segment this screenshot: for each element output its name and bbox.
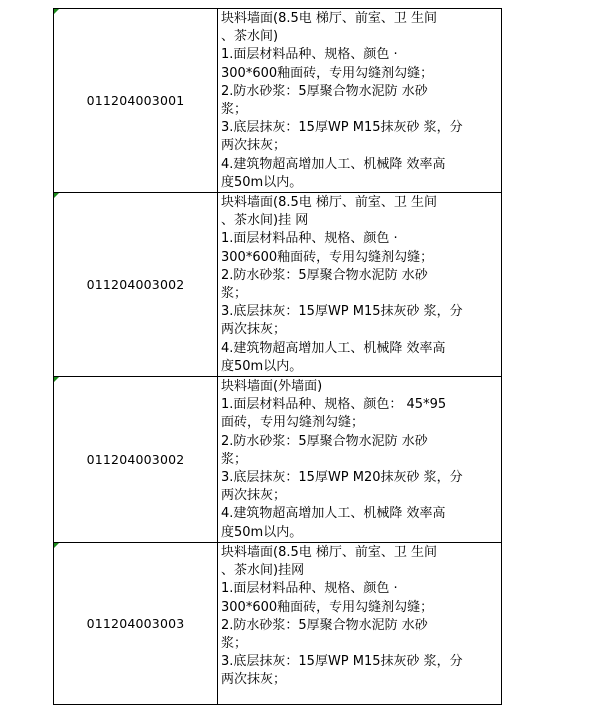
description-line: 4.建筑物超高增加人工、机械降 效率高 <box>221 340 446 356</box>
description-line: 3.底层抹灰：15厚WP M20抹灰砂 浆，分 <box>221 470 463 486</box>
description-line: 浆； <box>221 102 248 118</box>
description-line: 300*600釉面砖，专用勾缝剂勾缝； <box>221 249 434 265</box>
description-line: 浆； <box>221 451 248 467</box>
description-line: 浆； <box>221 286 248 302</box>
description-line: 3.底层抹灰：15厚WP M15抹灰砂 浆，分 <box>221 654 463 670</box>
item-code: 011204003002 <box>86 277 185 293</box>
item-code-cell[interactable] <box>54 377 218 543</box>
description-line: 块料墙面(8.5电 梯厅、前室、卫 生间 <box>221 11 438 26</box>
description-line: 块料墙面(8.5电 梯厅、前室、卫 生间 <box>221 195 438 211</box>
cell-comment-marker-icon <box>54 377 59 382</box>
description-line: 块料墙面(8.5电 梯厅、前室、卫 生间 <box>221 544 438 560</box>
description-line: 3.底层抹灰：15厚WP M15抹灰砂 浆，分 <box>221 120 463 136</box>
table-row <box>54 193 502 377</box>
description-line: 2.防水砂浆：5厚聚合物水泥防 水砂 <box>221 433 428 449</box>
item-code-cell[interactable] <box>54 9 218 193</box>
description-line: 4.建筑物超高增加人工、机械降 效率高 <box>221 506 446 522</box>
description-line: 300*600釉面砖，专用勾缝剂勾缝； <box>221 65 434 81</box>
item-code: 011204003001 <box>86 93 185 109</box>
description-line: 、茶水间)挂网 <box>221 563 305 579</box>
description-line: 两次抹灰； <box>221 672 287 688</box>
description-line: 2.防水砂浆：5厚聚合物水泥防 水砂 <box>221 83 428 99</box>
table-row <box>54 542 502 704</box>
description-line: 1.面层材料品种、规格、颜色 · <box>221 47 398 63</box>
description-line: 1.面层材料品种、规格、颜色 · <box>221 231 398 247</box>
cell-comment-marker-icon <box>54 543 59 548</box>
item-code: 011204003003 <box>86 615 185 631</box>
item-code-cell[interactable] <box>54 542 218 704</box>
table-row <box>54 9 502 193</box>
description-line: 浆； <box>221 635 248 651</box>
description-line: 度50m以内。 <box>221 358 303 374</box>
item-table <box>53 8 502 705</box>
description-line: 面砖，专用勾缝剂勾缝； <box>221 415 365 431</box>
cell-comment-marker-icon <box>54 193 59 198</box>
description-line: 两次抹灰； <box>221 138 287 154</box>
description-line: 1.面层材料品种、规格、颜色 · <box>221 581 398 597</box>
description-line: 度50m以内。 <box>221 174 303 190</box>
description-line: 两次抹灰； <box>221 488 287 504</box>
description-line: 3.底层抹灰：15厚WP M15抹灰砂 浆，分 <box>221 304 463 320</box>
cell-comment-marker-icon <box>54 9 59 14</box>
description-line: 4.建筑物超高增加人工、机械降 效率高 <box>221 156 446 172</box>
description-line: 块料墙面(外墙面) <box>221 379 323 395</box>
item-code-cell[interactable] <box>54 193 218 377</box>
item-code: 011204003002 <box>86 451 185 467</box>
description-line: 2.防水砂浆：5厚聚合物水泥防 水砂 <box>221 267 428 283</box>
item-description-cell[interactable] <box>218 542 502 704</box>
description-line: 300*600釉面砖，专用勾缝剂勾缝； <box>221 599 434 615</box>
item-description-cell[interactable] <box>218 377 502 543</box>
description-line: 1.面层材料品种、规格、颜色： 45*95 <box>221 397 447 413</box>
table-row <box>54 377 502 543</box>
description-line: 2.防水砂浆：5厚聚合物水泥防 水砂 <box>221 617 428 633</box>
item-description-cell[interactable] <box>218 193 502 377</box>
description-line: 、茶水间)挂 网 <box>221 213 309 229</box>
item-description-cell[interactable] <box>218 9 502 193</box>
description-line: 、茶水间) <box>221 29 279 45</box>
description-line: 度50m以内。 <box>221 524 303 540</box>
description-line: 两次抹灰； <box>221 322 287 338</box>
